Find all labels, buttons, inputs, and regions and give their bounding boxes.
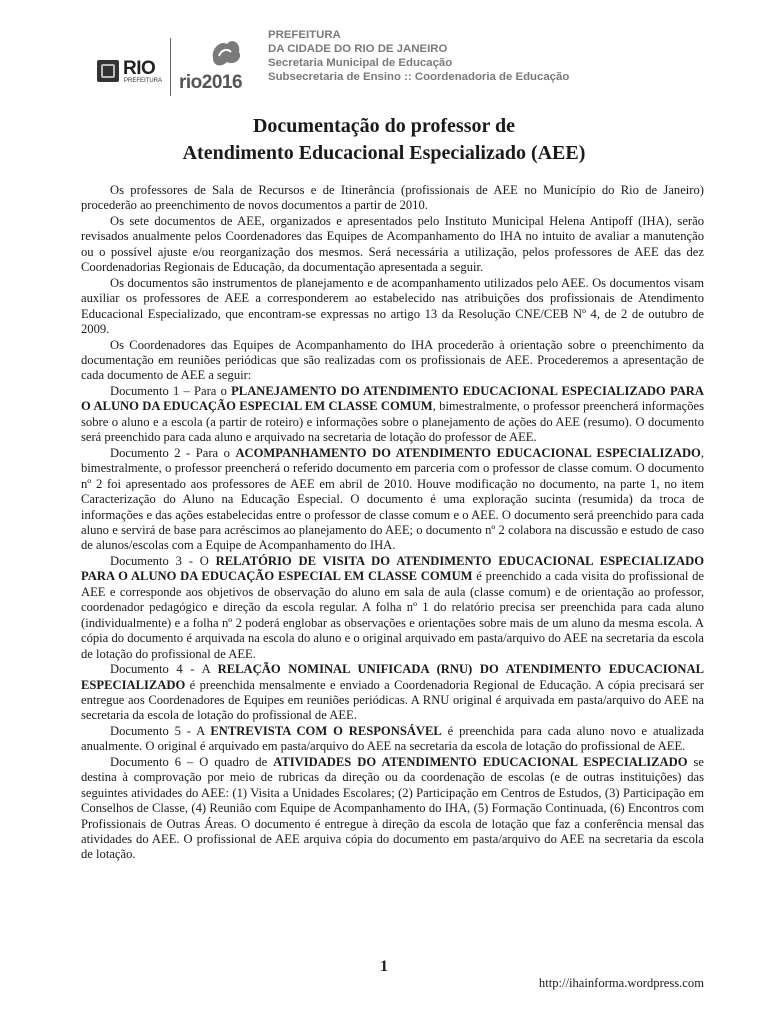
text-run: é preenchido a cada visita do profissional de AEE e corresponde aos objetivos de observação do aluno em sala de aula (classe comum) e de orientação ao professor, coordenador pedagógico e direção da escola regular. A folha nº 1 do relatório precisa ser preenchida para cada aluno (individualmente) e a folha nº 2 poderá englobar as observações e orientações sobre mais de um aluno da mesma escola. A cópia do documento é arquivada na escola do aluno e o original arquivado em pasta/arquivo do AEE na secretaria da escola de lotação do profissional de AEE. <box>81 569 704 661</box>
bold-text-run: ATIVIDADES DO ATENDIMENTO EDUCACIONAL ESPECIALIZADO <box>273 754 688 769</box>
text-run: se destina à comprovação por meio de rubricas da direção ou da coordenação de escolas (e de outras instituições) das seguintes atividades do AEE: (1) Visita a Unidades Escolares; (2) Participação em Centros de Estudos, (3) Participação em Conselhos de Classe, (4) Reunião com Equipe de Acompanhamento do IHA, (5) Formação Continuada, (6) Encontros com Profissionais de Outras Áreas. O documento é entregue à direção da escola de lotação que faz a conferência mensal das atividades do AEE. O profissional de AEE arquiva cópia do documento em pasta/arquivo do AEE na secretaria da escola de lotação. <box>81 754 704 862</box>
body-paragraph <box>81 384 704 446</box>
bold-text-run: ACOMPANHAMENTO DO ATENDIMENTO EDUCACIONAL ESPECIALIZADO <box>235 445 701 460</box>
page-header <box>97 28 717 98</box>
text-run: Documento 6 – O quadro de <box>110 754 274 769</box>
body-paragraph <box>81 183 704 214</box>
body-paragraph <box>81 554 704 662</box>
text-run: Documento 3 - O <box>110 553 216 568</box>
city-crest-icon <box>97 60 119 82</box>
document-title <box>0 113 768 167</box>
title-line-1: Documentação do professor de <box>252 115 516 137</box>
logo-rio-subtext: PREFEITURA <box>124 78 163 84</box>
body-paragraph <box>81 724 704 755</box>
body-paragraph <box>81 662 704 724</box>
footer-url-link[interactable]: http://ihainforma.wordpress.com <box>538 976 704 990</box>
text-run: é preenchida mensalmente e enviado a Coordenadoria Regional de Educação. A cópia precisará ser entregue aos Coordenadores de Equipes em reuniões periódicas. A RNU original é arquivada em pasta/arquivo do AEE na secretaria da escola de lotação do profissional de AEE. <box>81 677 704 723</box>
org-line: Subsecretaria de Ensino :: Coordenadoria de Educação <box>268 71 570 83</box>
bold-text-run: RELATÓRIO DE VISITA DO ATENDIMENTO EDUCACIONAL ESPECIALIZADO PARA O ALUNO DA EDUCAÇÃO ESPECIAL EM CLASSE COMUM <box>81 553 704 584</box>
text-run: é preenchida para cada aluno novo e atualizada anualmente. O original é arquivado em pasta/arquivo do AEE na secretaria da escola de lotação do profissional de AEE. <box>81 723 704 754</box>
text-run: Os sete documentos de AEE, organizados e apresentados pelo Instituto Municipal Helena Antipoff (IHA), serão revisados anualmente pelos Coordenadores das Equipes de Acompanhamento do IHA no intuito de avaliar a manutenção ou o possível ajuste e/ou reorganização dos mesmos. Será necessária a utilização, pelos professores de AEE das dez Coordenadorias Regionais de Educação, da documentação apresentada a seguir. <box>81 213 704 275</box>
body-paragraph <box>81 276 704 338</box>
text-run: Os professores de Sala de Recursos e de Itinerância (profissionais de AEE no Município do Rio de Janeiro) procederão ao preenchimento de novos documentos a partir de 2010. <box>81 183 704 213</box>
text-run: Os Coordenadores das Equipes de Acompanhamento do IHA procederão à orientação sobre o preenchimento da documentação em reuniões periódicas que são realizadas com os profissionais de AEE. Procederemos a apresentação de cada documento de AEE a seguir: <box>81 337 704 383</box>
body-paragraph <box>81 446 704 554</box>
prefeitura-rio-logo <box>97 58 163 86</box>
bold-text-run: ENTREVISTA COM O RESPONSÁVEL <box>210 723 442 738</box>
org-line: Secretaria Municipal de Educação <box>268 57 453 69</box>
text-run: , bimestralmente, o professor preencherá informações sobre o aluno e a escola (a partir de roteiro) e informações sobre o planejamento de ações do AEE (resumo). O documento será preenchido para cada aluno e arquivado na secretaria de lotação do professor de AEE. <box>81 399 704 445</box>
body-paragraph <box>81 338 704 384</box>
text-run: Os documentos são instrumentos de planejamento e de acompanhamento utilizados pelo AEE. Os documentos visam auxiliar os professores de AEE a corresponderem ao estabelecido nas atribuições dos profissionais de Atendimento Educacional Especializado, que encontram-se expressas no artigo 13 da Resolução CNE/CEB Nº 4, de 2 de outubro de 2009. <box>81 275 704 337</box>
bold-text-run: RELAÇÃO NOMINAL UNIFICADA (RNU) DO ATENDIMENTO EDUCACIONAL ESPECIALIZADO <box>81 662 705 692</box>
logo-2016-text: rio2016 <box>179 72 243 93</box>
organization-block <box>268 28 569 84</box>
text-run: , bimestralmente, o professor preencherá o referido documento em parceria com o professor de classe comum. O documento nº 2 foi apresentado aos professores de AEE em abril de 2010. Houve modificação no documento, na parte 1, no item Caracterização do Aluno na Educação Especial. O documento é uma exploração sucinta (resumida) da troca de informações e das ações estabelecidas entre o professor de classe comum e o AEE. O documento será preenchido para cada aluno e servirá de base para acréscimos ao planejamento do AEE; o documento nº 2 colabora na discussão e estudo de caso de alunos/escolas com a Equipe de Acompanhamento do IHA. <box>81 445 704 553</box>
bold-text-run: PLANEJAMENTO DO ATENDIMENTO EDUCACIONAL ESPECIALIZADO PARA O ALUNO DA EDUCAÇÃO ESPECIAL EM CLASSE COMUM <box>81 383 704 414</box>
org-line: DA CIDADE DO RIO DE JANEIRO <box>268 43 448 55</box>
text-run: Documento 2 - Para o <box>110 445 236 460</box>
header-divider <box>170 38 171 96</box>
text-run: Documento 4 - A <box>110 662 218 677</box>
title-line-2: Atendimento Educacional Especializado (AEE) <box>182 142 586 164</box>
text-run: Documento 1 – Para o <box>110 383 232 398</box>
document-body <box>81 183 704 863</box>
body-paragraph <box>81 755 704 863</box>
page-number: 1 <box>380 958 388 975</box>
org-line: PREFEITURA <box>268 29 341 41</box>
rio2016-logo <box>179 36 249 96</box>
body-paragraph <box>81 214 704 276</box>
rio2016-emblem-icon <box>209 38 243 68</box>
logo-rio-text: RIO <box>123 58 156 79</box>
text-run: Documento 5 - A <box>110 723 211 738</box>
